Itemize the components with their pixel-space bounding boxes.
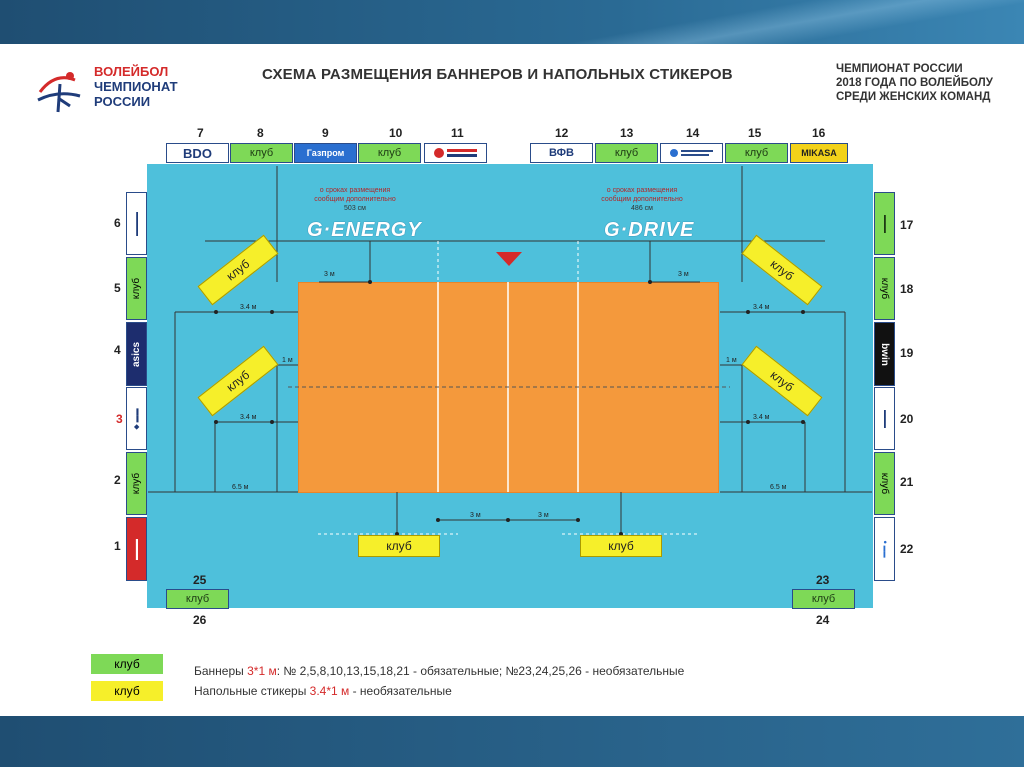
banner-number-24: 24: [816, 613, 830, 627]
banner-number-1: 1: [114, 539, 121, 553]
banner-number-12: 12: [555, 126, 569, 140]
dim-3-4m-right-bottom: 3.4 м: [753, 414, 770, 421]
dim-3m-left: 3 м: [324, 271, 335, 278]
page-title: СХЕМА РАЗМЕЩЕНИЯ БАННЕРОВ И НАПОЛЬНЫХ СТИКЕРОВ: [262, 66, 733, 83]
banner-number-15: 15: [748, 126, 762, 140]
note-right-size: 486 см: [631, 205, 653, 212]
legend-banners-size: 3*1 м: [247, 664, 277, 678]
legend-banners-text: [194, 664, 684, 678]
sponsor-genergy: G·ENERGY: [307, 219, 422, 241]
legend-stickers-prefix: Напольные стикеры: [194, 684, 310, 698]
legend-banners-detail: : № 2,5,8,10,13,15,18,21 - обязательные; №23,24,25,26 - необязательные: [276, 664, 685, 678]
banner-21-label: клуб: [879, 472, 891, 495]
banner-number-26: 26: [193, 613, 207, 627]
banner-13-club: клуб: [595, 143, 658, 163]
banner-number-9: 9: [322, 126, 329, 140]
banner-1-sponsor: ▬▬▬: [126, 517, 147, 581]
banner-22-sponsor: ● ▬▬: [874, 517, 895, 581]
banner-7-bdo: BDO: [166, 143, 229, 163]
floor-sticker-bottom-right: клуб: [580, 535, 662, 557]
logo-line3: РОССИИ: [94, 94, 151, 109]
champ-line2: 2018 ГОДА ПО ВОЛЕЙБОЛУ: [836, 77, 993, 89]
banner-23-24-club: клуб: [792, 589, 855, 609]
banner-number-22: 22: [900, 542, 914, 556]
banner-17-sponsor: ▬▬▬: [874, 192, 895, 255]
banner-16-mikasa: MIKASA: [790, 143, 848, 163]
dim-3-4m-left-bottom: 3.4 м: [240, 414, 257, 421]
legend-stickers-size: 3.4*1 м: [309, 684, 350, 698]
banner-3-sponsor: ◆ ▬▬: [126, 387, 147, 450]
dim-1m-right: 1 м: [726, 357, 737, 364]
note-left-line1: о сроках размещения: [319, 187, 391, 194]
floor-sticker-top-left: клуб: [198, 235, 279, 306]
banner-number-21: 21: [900, 475, 914, 489]
banner-number-16: 16: [812, 126, 826, 140]
banner-number-2: 2: [114, 473, 121, 487]
banner-9-gazprom: Газпром: [294, 143, 357, 163]
note-left-line2: сообщим дополнительно: [314, 196, 396, 203]
dim-1m-left: 1 м: [282, 357, 293, 364]
banner-number-8: 8: [257, 126, 264, 140]
banner-10-club: клуб: [358, 143, 421, 163]
banner-number-17: 17: [900, 218, 914, 232]
banner-8-club: клуб: [230, 143, 293, 163]
banner-number-3: 3: [116, 412, 123, 426]
legend-banner-swatch: клуб: [91, 654, 163, 674]
logo-line1: ВОЛЕЙБОЛ: [94, 64, 169, 79]
legend-stickers-detail: - необязательные: [349, 684, 452, 698]
note-right-line2: сообщим дополнительно: [601, 196, 683, 203]
slide-bottom-bar: [0, 716, 1024, 767]
note-right-line1: о сроках размещения: [606, 187, 678, 194]
floor-sticker-bottom-left: клуб: [358, 535, 440, 557]
banner-15-club: клуб: [725, 143, 788, 163]
banner-number-20: 20: [900, 412, 914, 426]
logo-line2: ЧЕМПИОНАТ: [94, 79, 178, 94]
dim-3m-bottom-left: 3 м: [470, 512, 481, 519]
dim-6-5m-left: 6.5 м: [232, 484, 249, 491]
banner-number-10: 10: [389, 126, 403, 140]
banner-6-sponsor: ▬▬▬▬: [126, 192, 147, 255]
legend-sticker-swatch: клуб: [91, 681, 163, 701]
banner-number-4: 4: [114, 343, 121, 357]
banner-number-19: 19: [900, 346, 914, 360]
banner-25-26-club: клуб: [166, 589, 229, 609]
banner-number-25: 25: [193, 573, 207, 587]
banner-number-23: 23: [816, 573, 830, 587]
floor-sticker-mid-left: клуб: [198, 346, 279, 417]
referee-marker-icon: [496, 252, 522, 266]
banner-number-7: 7: [197, 126, 204, 140]
banner-4-label: asics: [131, 341, 142, 367]
dim-3-4m-left-top: 3.4 м: [240, 304, 257, 311]
banner-18-label: клуб: [879, 277, 891, 300]
dim-3m-right: 3 м: [678, 271, 689, 278]
legend-banners-prefix: Баннеры: [194, 664, 248, 678]
legend-stickers-text: [194, 684, 452, 698]
banner-5-label: клуб: [131, 277, 143, 300]
floor-sticker-top-right: клуб: [742, 235, 823, 306]
banner-number-5: 5: [114, 281, 121, 295]
banner-number-11: 11: [451, 126, 464, 140]
banner-number-6: 6: [114, 216, 121, 230]
banner-19-label: bwin: [879, 342, 890, 366]
floor-sticker-mid-right: клуб: [742, 346, 823, 417]
banner-12-vfv: ВФВ: [530, 143, 593, 163]
champ-line3: СРЕДИ ЖЕНСКИХ КОМАНД: [836, 91, 991, 103]
dim-3-4m-right-top: 3.4 м: [753, 304, 770, 311]
banner-number-14: 14: [686, 126, 700, 140]
dim-6-5m-right: 6.5 м: [770, 484, 787, 491]
note-left-size: 503 см: [344, 205, 366, 212]
champ-line1: ЧЕМПИОНАТ РОССИИ: [836, 63, 963, 75]
banner-20-sponsor: ▬▬▬: [874, 387, 895, 450]
banner-2-label: клуб: [131, 472, 143, 495]
dim-3m-bottom-right: 3 м: [538, 512, 549, 519]
sponsor-gdrive: G·DRIVE: [604, 219, 695, 241]
banner-number-18: 18: [900, 282, 914, 296]
banner-number-13: 13: [620, 126, 634, 140]
